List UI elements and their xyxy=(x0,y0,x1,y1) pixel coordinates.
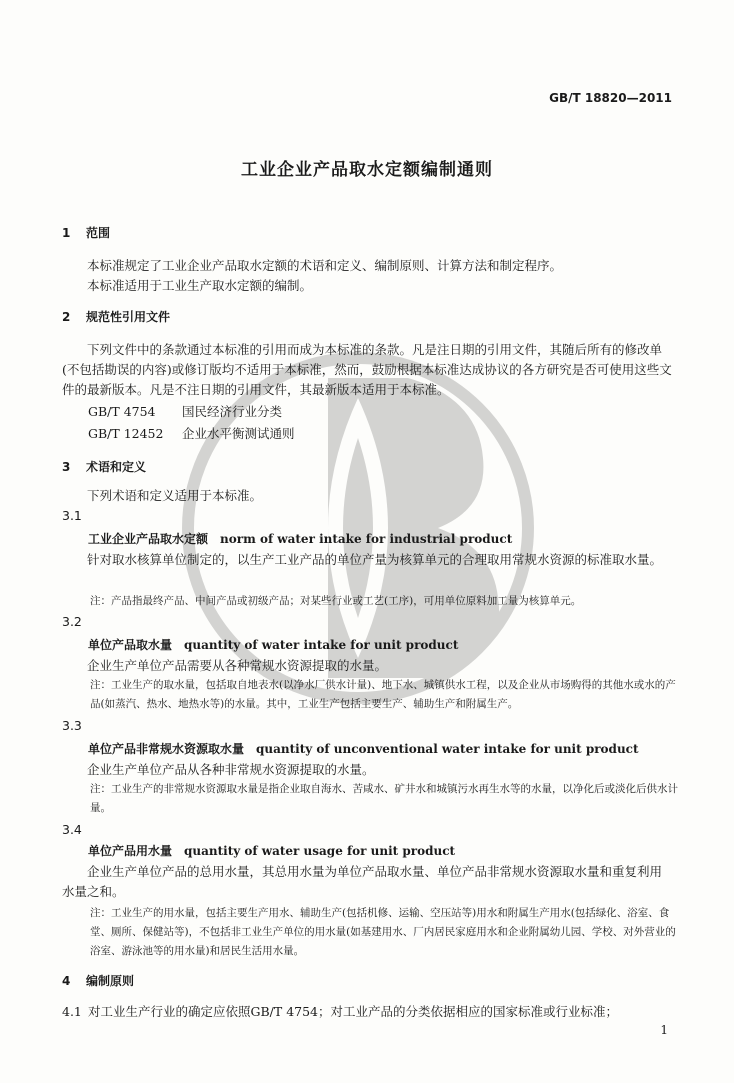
note-label: 注： xyxy=(90,907,111,919)
term-definition: 针对取水核算单位制定的，以生产工业产品的单位产量为核算单元的合理取用常规水资源的标准取水量。 xyxy=(87,552,663,567)
term-english: quantity of water intake for unit product xyxy=(184,638,459,652)
note-text: 工业生产的用水量，包括主要生产用水、辅助生产(包括机修、运输、空压站等)用水和附属生产用水(包括绿化、浴室、食堂、厕所、保健站等)，不包括非工业生产单位的用水量(如基建用水、厂内居民家庭用水和企业附属幼儿园、学校、对外营业的浴室、游泳池等的用水量)和居民生活用水量。 xyxy=(90,907,676,957)
term-chinese: 单位产品非常规水资源取水量 xyxy=(88,742,245,756)
note-text: 产品指最终产品、中间产品或初级产品；对某些行业或工艺(工序)，可用单位原料加工量为核算单元。 xyxy=(111,595,582,607)
term-heading xyxy=(88,842,455,859)
reference-item xyxy=(88,424,295,442)
term-note xyxy=(90,780,680,818)
section-title: 术语和定义 xyxy=(86,460,147,474)
note-text: 工业生产的非常规水资源取水量是指企业取自海水、苦咸水、矿井水和城镇污水再生水等的水量，以净化后或淡化后供水计量。 xyxy=(90,783,678,814)
term-number: 3.4 xyxy=(62,822,82,837)
term-heading xyxy=(88,740,639,757)
section-1-heading xyxy=(62,224,110,241)
term-heading xyxy=(88,636,458,653)
term-chinese: 单位产品取水量 xyxy=(88,638,173,652)
note-label: 注： xyxy=(90,783,111,795)
term-chinese: 工业企业产品取水定额 xyxy=(88,532,209,546)
term-heading xyxy=(88,530,512,547)
term-english: quantity of water usage for unit product xyxy=(184,844,456,858)
term-note xyxy=(90,676,680,714)
term-note xyxy=(90,592,680,611)
term-number: 3.1 xyxy=(62,508,82,523)
section-number: 2 xyxy=(62,310,71,324)
section-4-heading xyxy=(62,972,134,989)
note-text: 工业生产的取水量，包括取自地表水(以净水厂供水计量)、地下水、城镇供水工程，以及企业从市场购得的其他水或水的产品(如蒸汽、热水、地热水等)的水量。其中，工业生产包括主要生产、辅助生产和附属生产。 xyxy=(90,679,676,710)
term-definition: 企业生产单位产品从各种非常规水资源提取的水量。 xyxy=(87,762,375,777)
standard-code: GB/T 18820—2011 xyxy=(549,91,672,105)
term-english: norm of water intake for industrial product xyxy=(220,532,513,546)
reference-code: GB/T 4754 xyxy=(88,404,156,419)
term-definition: 企业生产单位产品需要从各种常规水资源提取的水量。 xyxy=(87,658,388,673)
section-title: 编制原则 xyxy=(86,974,135,988)
term-english: quantity of unconventional water intake for unit product xyxy=(256,742,639,756)
note-label: 注： xyxy=(90,595,111,607)
section-number: 1 xyxy=(62,226,71,240)
term-definition: 企业生产单位产品的总用水量，其总用水量为单位产品取水量、单位产品非常规水资源取水量和重复利用水量之和。 xyxy=(62,864,663,899)
clause-4-1 xyxy=(62,1002,702,1022)
note-label: 注： xyxy=(90,679,111,691)
section-3-heading xyxy=(62,458,146,475)
clause-number: 4.1 xyxy=(62,1004,82,1019)
section-number: 3 xyxy=(62,460,71,474)
section-title: 范围 xyxy=(86,226,111,240)
section-title: 规范性引用文件 xyxy=(86,310,171,324)
section-3-paragraph-1: 下列术语和定义适用于本标准。 xyxy=(87,488,263,503)
reference-name: 国民经济行业分类 xyxy=(182,404,283,419)
reference-code: GB/T 12452 xyxy=(88,426,164,441)
reference-name: 企业水平衡测试通则 xyxy=(182,426,295,441)
term-number: 3.2 xyxy=(62,614,82,629)
document-title: 工业企业产品取水定额编制通则 xyxy=(241,160,493,180)
section-2-heading xyxy=(62,308,170,325)
term-note xyxy=(90,904,680,961)
reference-item xyxy=(88,402,282,420)
page-number: 1 xyxy=(660,1023,668,1037)
section-number: 4 xyxy=(62,974,71,988)
clause-text: 对工业生产行业的确定应依照GB/T 4754；对工业产品的分类依据相应的国家标准或行业标准； xyxy=(88,1004,619,1019)
section-1-paragraph-1: 本标准规定了工业企业产品取水定额的术语和定义、编制原则、计算方法和制定程序。 xyxy=(87,258,563,273)
term-number: 3.3 xyxy=(62,718,82,733)
term-chinese: 单位产品用水量 xyxy=(88,844,173,858)
section-1-paragraph-2: 本标准适用于工业生产取水定额的编制。 xyxy=(87,278,313,293)
section-2-paragraph-1: 下列文件中的条款通过本标准的引用而成为本标准的条款。凡是注日期的引用文件，其随后所有的修改单(不包括勘误的内容)或修订版均不适用于本标准，然而，鼓励根据本标准达成协议的各方研究是否可使用这些文件的最新版本。凡是不注日期的引用文件，其最新版本适用于本标准。 xyxy=(62,342,672,397)
